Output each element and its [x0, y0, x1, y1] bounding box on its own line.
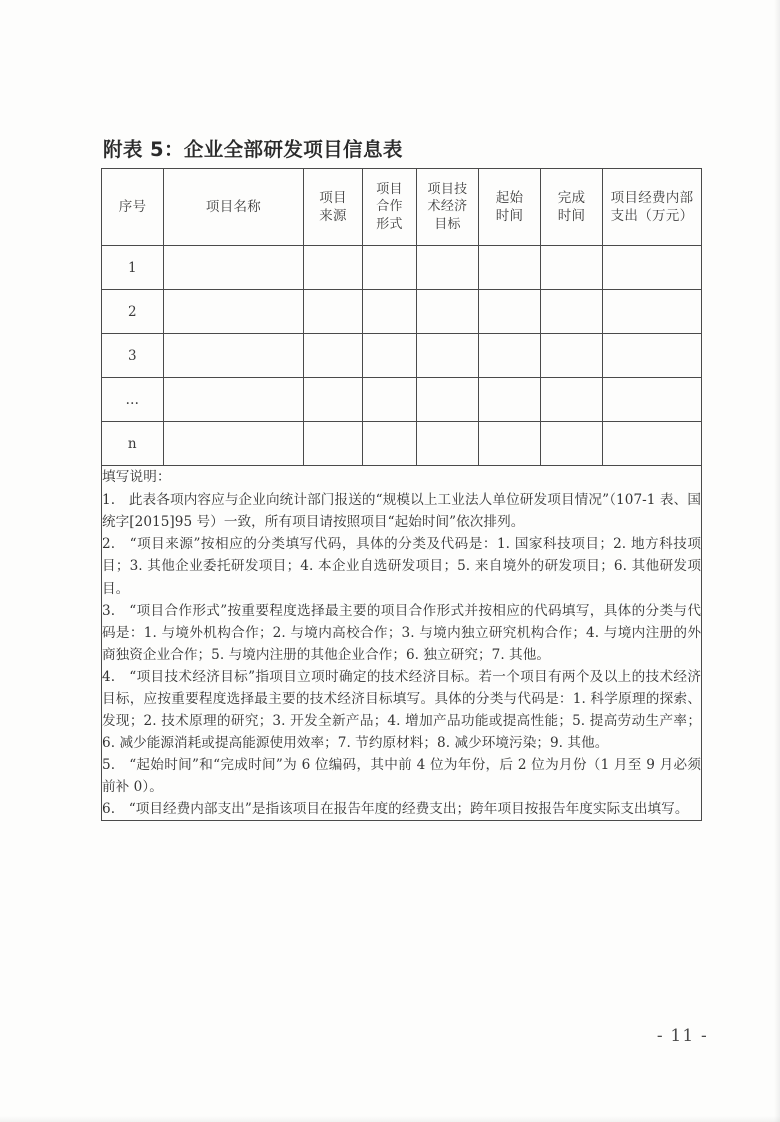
cell-tech-economic-goal[interactable]: [417, 334, 479, 378]
table-header-internal-expenditure: [603, 169, 702, 246]
header-line: 合作: [376, 199, 403, 215]
notes-list: [102, 489, 701, 819]
table-row: [102, 422, 702, 466]
cell-start-time[interactable]: [479, 246, 541, 290]
table-header-index: [102, 169, 164, 246]
row-index: n: [102, 422, 164, 466]
header-line: 项目名称: [205, 199, 262, 216]
row-index: …: [102, 378, 164, 422]
page-number: - 11 -: [656, 1026, 708, 1046]
table-header-row: [102, 169, 702, 246]
cell-project-name[interactable]: [164, 290, 304, 334]
cell-project-source[interactable]: [304, 422, 363, 466]
note-item: 6. “项目经费内部支出”是指该项目在报告年度的经费支出；跨年项目按报告年度实际支出填写。: [102, 800, 689, 817]
note-item: 5. “起始时间”和“完成时间”为 6 位编码，其中前 4 位为年份，后 2 位为月份（1 月至 9 月必须前补 0）。: [102, 756, 701, 795]
table-header-project-name: [164, 169, 304, 246]
table-row: [102, 378, 702, 422]
cell-tech-economic-goal[interactable]: [417, 246, 479, 290]
cell-cooperation-form[interactable]: [363, 378, 417, 422]
header-line: 序号: [118, 199, 147, 216]
cell-cooperation-form[interactable]: [363, 422, 417, 466]
header-line: 项目: [319, 189, 347, 206]
header-line: 目标: [434, 217, 461, 233]
cell-internal-expenditure[interactable]: [603, 246, 702, 290]
note-item: 1. 此表各项内容应与企业向统计部门报送的“规模以上工业法人单位研发项目情况”（107-1 表、国统字[2015]95 号）一致，所有项目请按照项目“起始时间”依次排列。: [102, 492, 701, 531]
row-index: 3: [102, 334, 164, 378]
table-header-tech-economic-goal: [417, 169, 479, 246]
scan-edge-bottom: [0, 1116, 780, 1122]
cell-end-time[interactable]: [541, 334, 603, 378]
cell-project-source[interactable]: [304, 334, 363, 378]
notes-cell: [102, 466, 702, 820]
scan-edge-right: [774, 0, 780, 1122]
cell-project-name[interactable]: [164, 246, 304, 290]
header-line: 术经济: [427, 199, 468, 215]
cell-end-time[interactable]: [541, 378, 603, 422]
cell-tech-economic-goal[interactable]: [417, 290, 479, 334]
cell-cooperation-form[interactable]: [363, 290, 417, 334]
header-line: 来源: [319, 208, 347, 225]
header-line: 项目技: [427, 181, 468, 197]
header-line: 支出（万元）: [610, 208, 694, 225]
cell-start-time[interactable]: [479, 290, 541, 334]
notes-row: [102, 466, 702, 820]
table-header-start-time: [479, 169, 541, 246]
table-row: [102, 246, 702, 290]
cell-internal-expenditure[interactable]: [603, 290, 702, 334]
note-item: 3. “项目合作形式”按重要程度选择最主要的项目合作形式并按相应的代码填写，具体的分类与代码是：1. 与境外机构合作；2. 与境内高校合作；3. 与境内独立研究机构合作；4. 与境内注册的外商独资企业合作；5. 与境内注册的其他企业合作；6. 独立研究；7. 其他。: [102, 602, 701, 663]
cell-cooperation-form[interactable]: [363, 334, 417, 378]
header-line: 起始: [495, 189, 524, 206]
cell-project-name[interactable]: [164, 422, 304, 466]
header-line: 时间: [557, 208, 586, 225]
rd-projects-table: [101, 168, 702, 820]
row-index: 1: [102, 246, 164, 290]
cell-cooperation-form[interactable]: [363, 246, 417, 290]
cell-internal-expenditure[interactable]: [603, 378, 702, 422]
document-body: [101, 139, 701, 821]
cell-start-time[interactable]: [479, 378, 541, 422]
row-index: 2: [102, 290, 164, 334]
header-line: 形式: [376, 217, 403, 233]
cell-start-time[interactable]: [479, 334, 541, 378]
cell-end-time[interactable]: [541, 246, 603, 290]
cell-project-source[interactable]: [304, 378, 363, 422]
cell-project-name[interactable]: [164, 378, 304, 422]
table-header-end-time: [541, 169, 603, 246]
cell-end-time[interactable]: [541, 290, 603, 334]
cell-project-source[interactable]: [304, 290, 363, 334]
table-row: [102, 334, 702, 378]
cell-tech-economic-goal[interactable]: [417, 378, 479, 422]
header-line: 时间: [495, 208, 524, 225]
note-item: 4. “项目技术经济目标”指项目立项时确定的技术经济目标。若一个项目有两个及以上的技术经济目标，应按重要程度选择最主要的技术经济目标填写。具体的分类与代码是：1. 科学原理的探索、发现；2. 技术原理的研究；3. 开发全新产品；4. 增加产品功能或提高性能；5. 提高劳动生产率；6. 减少能源消耗或提高能源使用效率；7. 节约原材料；8. 减少环境污染；9. 其他。: [102, 668, 701, 751]
header-line: 项目经费内部: [610, 189, 694, 206]
cell-internal-expenditure[interactable]: [603, 422, 702, 466]
table-header-project-source: [304, 169, 363, 246]
table-header-cooperation-form: [363, 169, 417, 246]
header-line: 完成: [557, 189, 586, 206]
cell-project-name[interactable]: [164, 334, 304, 378]
table-row: [102, 290, 702, 334]
cell-end-time[interactable]: [541, 422, 603, 466]
page-title: 附表 5：企业全部研发项目信息表: [103, 138, 403, 161]
cell-internal-expenditure[interactable]: [603, 334, 702, 378]
note-item: 2. “项目来源”按相应的分类填写代码，具体的分类及代码是：1. 国家科技项目；2. 地方科技项目；3. 其他企业委托研发项目；4. 本企业自选研发项目；5. 来自境外的研发项目；6. 其他研发项目。: [102, 536, 701, 597]
cell-project-source[interactable]: [304, 246, 363, 290]
cell-tech-economic-goal[interactable]: [417, 422, 479, 466]
header-line: 项目: [376, 181, 403, 197]
notes-title: 填写说明：: [102, 469, 171, 486]
cell-start-time[interactable]: [479, 422, 541, 466]
